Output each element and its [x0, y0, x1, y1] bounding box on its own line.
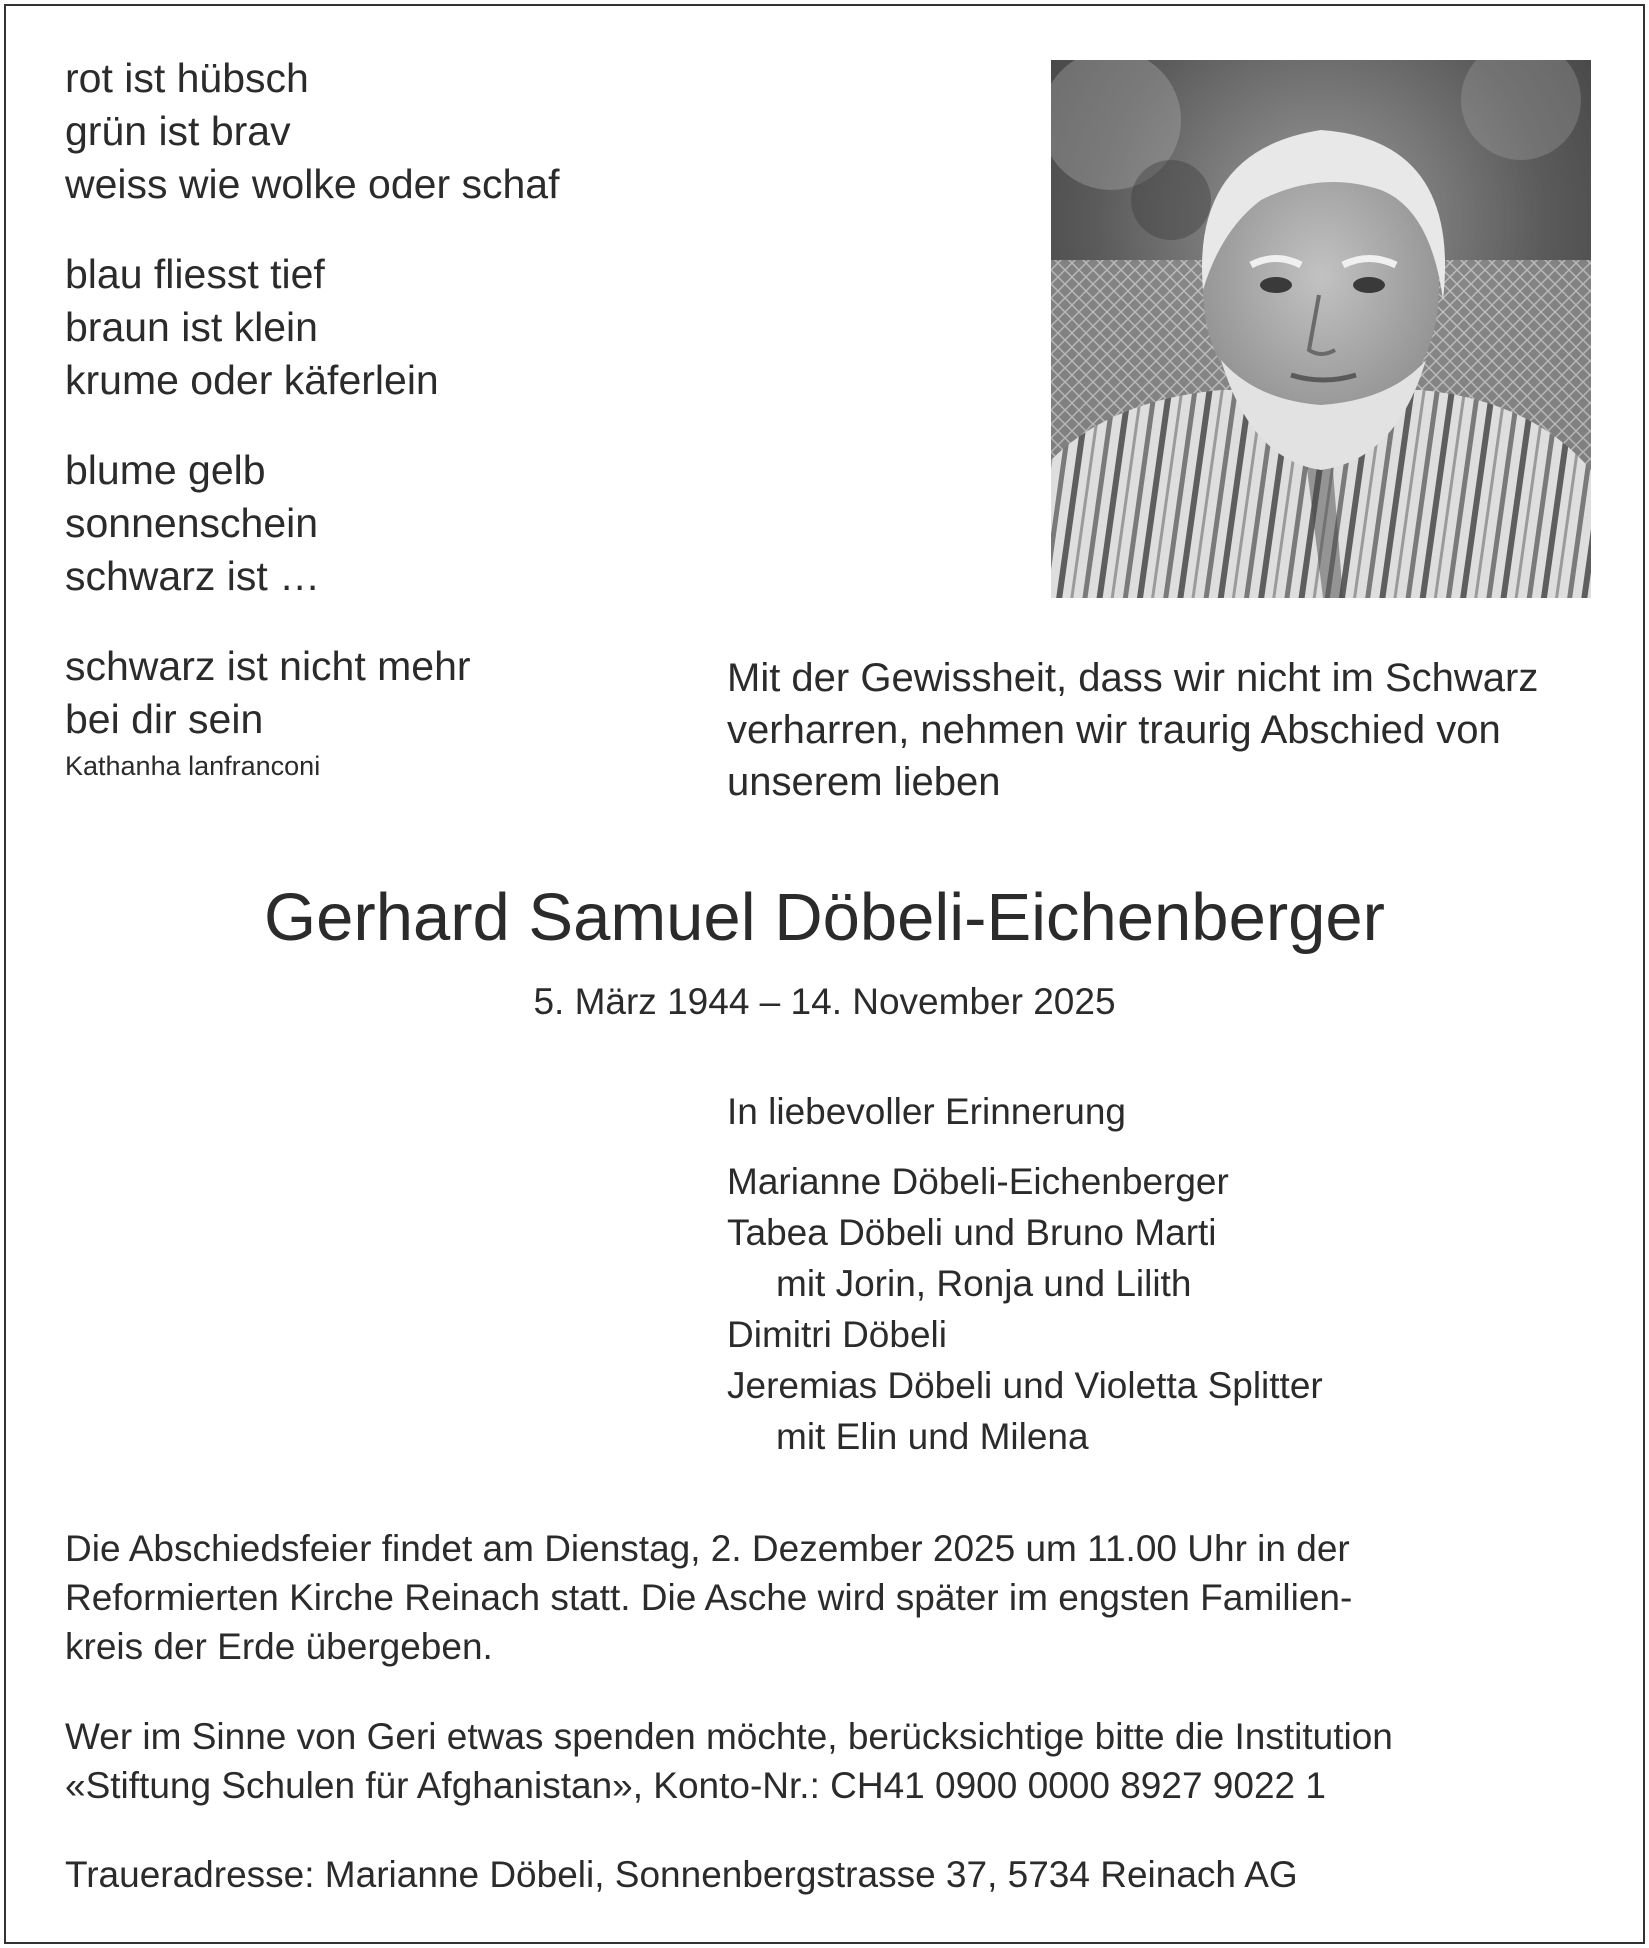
intro-line: unserem lieben	[727, 760, 1001, 804]
mourner-line: mit Jorin, Ronja und Lilith	[776, 1263, 1192, 1304]
poem-line: weiss wie wolke oder schaf	[65, 161, 560, 207]
poem-stanza	[65, 248, 705, 407]
poem-stanza	[65, 52, 705, 211]
intro-line: verharren, nehmen wir traurig Abschied von	[727, 708, 1501, 752]
memory-heading: In liebevoller Erinnerung	[727, 1091, 1127, 1132]
mourning-address	[65, 1850, 1605, 1899]
poem-line: bei dir sein	[65, 696, 264, 742]
mourner-line: Dimitri Döbeli	[727, 1314, 947, 1355]
ceremony-line: Reformierten Kirche Reinach statt. Die Asche wird später im engsten Familien-	[65, 1577, 1353, 1618]
mourner-line: Marianne Döbeli-Eichenberger	[727, 1161, 1229, 1202]
life-dates: 5. März 1944 – 14. November 2025	[533, 981, 1116, 1022]
intro-line: Mit der Gewissheit, dass wir nicht im Schwarz	[727, 656, 1539, 700]
ceremony-line: kreis der Erde übergeben.	[65, 1626, 493, 1667]
poem-line: krume oder käferlein	[65, 357, 439, 403]
poem-stanza	[65, 444, 705, 603]
mourners-list	[727, 1156, 1323, 1462]
mourner-line: Jeremias Döbeli und Violetta Splitter	[727, 1365, 1323, 1406]
poem-stanza	[65, 640, 705, 784]
mourner-line: mit Elin und Milena	[776, 1416, 1089, 1457]
donation-line: Wer im Sinne von Geri etwas spenden möchte, berücksichtige bitte die Institution	[65, 1716, 1393, 1757]
ceremony-paragraph	[65, 1524, 1605, 1671]
poem-line: schwarz ist …	[65, 553, 321, 599]
portrait-photo	[1051, 60, 1591, 598]
intro-text	[727, 652, 1607, 808]
poem-line: rot ist hübsch	[65, 55, 309, 101]
portrait-image	[1051, 60, 1591, 598]
poem-line: blume gelb	[65, 447, 266, 493]
poem	[65, 52, 705, 784]
address-line: Traueradresse: Marianne Döbeli, Sonnenbergstrasse 37, 5734 Reinach AG	[65, 1854, 1298, 1895]
poem-line: blau fliesst tief	[65, 251, 325, 297]
mourner-line: Tabea Döbeli und Bruno Marti	[727, 1212, 1217, 1253]
poem-author: Kathanha lanfranconi	[65, 751, 321, 781]
donation-paragraph	[65, 1712, 1605, 1810]
donation-line: «Stiftung Schulen für Afghanistan», Konto-Nr.: CH41 0900 0000 8927 9022 1	[65, 1765, 1326, 1806]
poem-line: schwarz ist nicht mehr	[65, 643, 471, 689]
deceased-name: Gerhard Samuel Döbeli-Eichenberger	[264, 880, 1385, 955]
poem-line: sonnenschein	[65, 500, 319, 546]
poem-line: braun ist klein	[65, 304, 318, 350]
ceremony-line: Die Abschiedsfeier findet am Dienstag, 2. Dezember 2025 um 11.00 Uhr in der	[65, 1528, 1350, 1569]
poem-line: grün ist brav	[65, 108, 291, 154]
